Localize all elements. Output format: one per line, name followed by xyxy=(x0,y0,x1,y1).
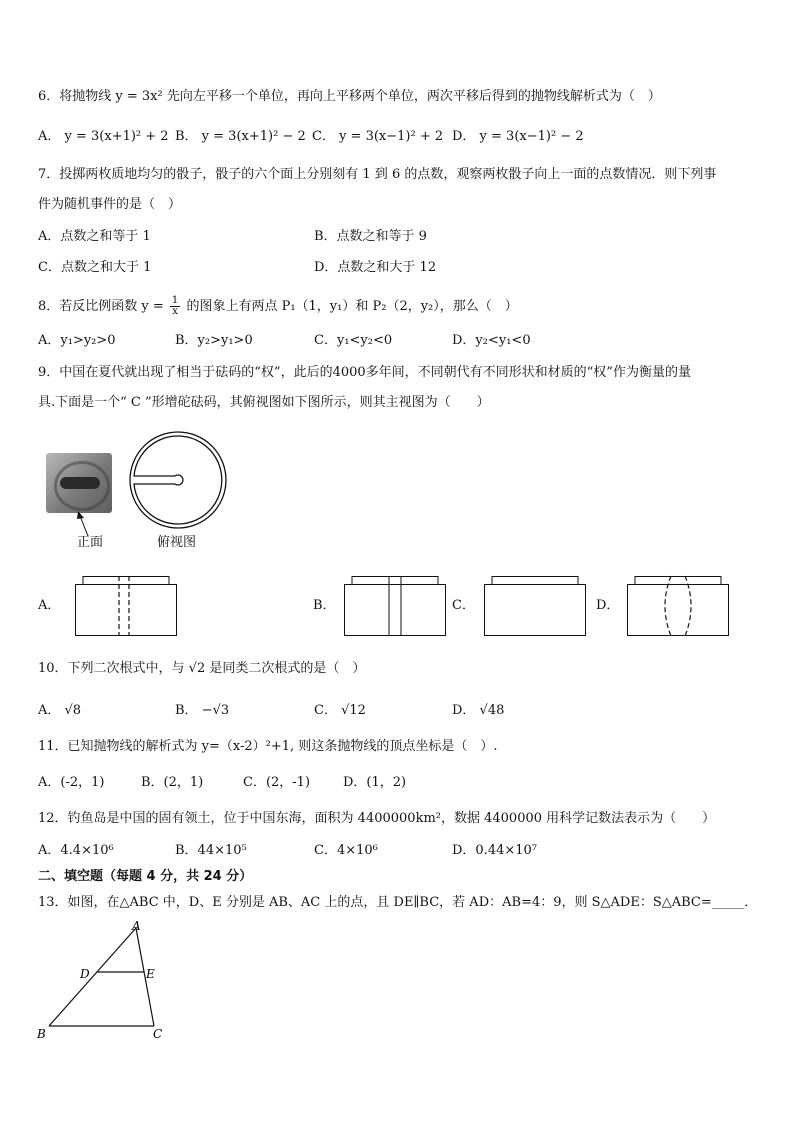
q9-option-c-label: C． xyxy=(452,598,475,613)
option-c-figure xyxy=(484,576,586,636)
q6-option-a: A． y = 3(x+1)² + 2 xyxy=(38,129,169,144)
option-a-figure xyxy=(75,576,177,636)
q12-option-c: C．4×10⁶ xyxy=(314,843,378,858)
label-front: 正面 xyxy=(77,535,104,550)
q11-option-d: D．(1，2) xyxy=(343,775,407,790)
q8-option-b: B．y₂>y₁>0 xyxy=(175,333,253,348)
label-a: A xyxy=(132,919,141,933)
triangle-figure xyxy=(36,920,176,1045)
q10-option-a: A． √8 xyxy=(38,703,82,718)
label-c: C xyxy=(153,1027,163,1041)
q10-option-d: D． √48 xyxy=(452,703,505,718)
option-d-figure xyxy=(627,576,729,636)
weight-photo xyxy=(46,453,112,513)
label-b: B xyxy=(37,1027,46,1041)
q12-stem: 12．钓鱼岛是中国的固有领土，位于中国东海，面积为 4400000km²，数据 4400000 用科学记数法表示为（ ） xyxy=(38,811,716,826)
q6-option-b: B． y = 3(x+1)² − 2 xyxy=(175,129,306,144)
q8-frac-den: x xyxy=(172,306,178,317)
q7-stem-line1: 7．投掷两枚质地均匀的骰子，骰子的六个面上分别刻有 1 到 6 的点数，观察两枚骰子向上一面的点数情况．则下列事 xyxy=(38,167,717,182)
q9-stem-line1: 9．中国在夏代就出现了相当于砝码的“权”，此后的4000多年间，不同朝代有不同形状和材质的“权”作为衡量的量 xyxy=(38,365,691,380)
q7-option-c: C．点数之和大于 1 xyxy=(38,260,152,275)
q7-option-a: A．点数之和等于 1 xyxy=(38,229,151,244)
q12-option-a: A．4.4×10⁶ xyxy=(38,843,114,858)
q12-option-b: B．44×10⁵ xyxy=(175,843,247,858)
q8-stem xyxy=(38,296,518,317)
q10-option-c: C． √12 xyxy=(314,703,366,718)
q11-option-c: C．(2，-1) xyxy=(243,775,311,790)
q8-frac-num: 1 xyxy=(171,295,179,306)
q7-option-b: B．点数之和等于 9 xyxy=(314,229,427,244)
q9-option-b-label: B． xyxy=(313,598,336,613)
q9-option-d-label: D． xyxy=(596,598,620,613)
q8-option-c: C．y₁<y₂<0 xyxy=(314,333,393,348)
q11-option-b: B．(2，1) xyxy=(141,775,204,790)
q8-stem-pre: 8．若反比例函数 y = xyxy=(38,299,164,314)
top-view-figure xyxy=(128,430,228,530)
q8-option-a: A．y₁>y₂>0 xyxy=(38,333,116,348)
q12-option-d: D．0.44×10⁷ xyxy=(452,843,538,858)
q11-stem: 11．已知抛物线的解析式为 y=（x-2）²+1, 则这条抛物线的顶点坐标是（ ）. xyxy=(38,739,498,754)
q7-option-d: D．点数之和大于 12 xyxy=(314,260,437,275)
option-b-figure xyxy=(344,576,446,636)
q9-stem-line2: 具.下面是一个“ C ”形增砣砝码，其俯视图如下图所示，则其主视图为（ ） xyxy=(38,395,490,410)
q6-option-d: D． y = 3(x−1)² − 2 xyxy=(452,129,584,144)
q6-stem: 6．将抛物线 y = 3x² 先向左平移一个单位，再向上平移两个单位，两次平移后得到的抛物线解析式为（ ） xyxy=(38,89,661,104)
q8-option-d: D．y₂<y₁<0 xyxy=(452,333,531,348)
q8-stem-post: 的图象上有两点 P₁（1，y₁）和 P₂（2，y₂），那么（ ） xyxy=(186,299,518,314)
section-2-title: 二、填空题（每题 4 分，共 24 分） xyxy=(38,869,253,884)
q10-stem: 10．下列二次根式中，与 √2 是同类二次根式的是（ ） xyxy=(38,661,366,676)
q11-option-a: A．(-2，1) xyxy=(38,775,105,790)
weight-photo-slot xyxy=(60,477,100,489)
label-e: E xyxy=(146,967,155,981)
q9-option-a-label: A． xyxy=(38,598,61,613)
q8-fraction xyxy=(170,296,180,317)
label-d: D xyxy=(80,967,90,981)
q6-option-c: C． y = 3(x−1)² + 2 xyxy=(312,129,444,144)
q10-option-b: B． −√3 xyxy=(175,703,230,718)
label-top-view: 俯视图 xyxy=(157,535,197,550)
q13-stem: 13．如图，在△ABC 中，D、E 分别是 AB、AC 上的点，且 DE∥BC，若 AD：AB=4：9，则 S△ADE：S△ABC=_____． xyxy=(38,895,758,910)
q7-stem-line2: 件为随机事件的是（ ） xyxy=(38,197,182,212)
